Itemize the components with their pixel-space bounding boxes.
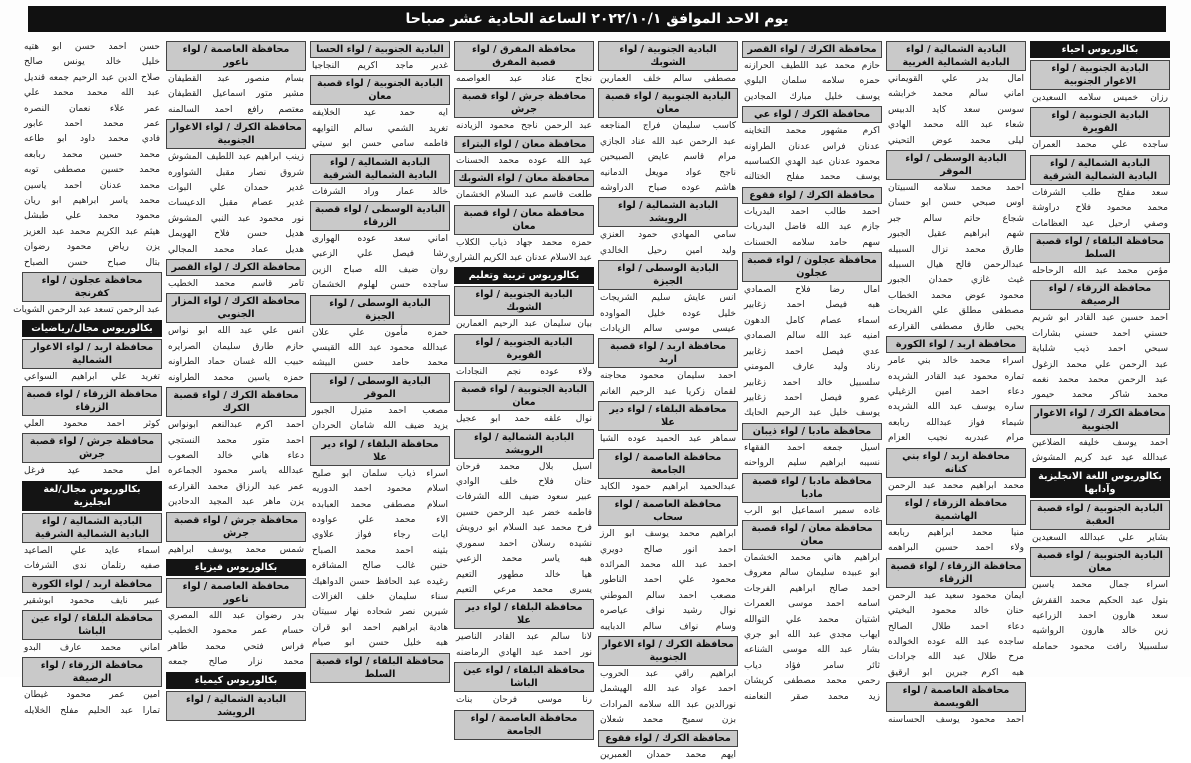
region-heading: البادية الشمالية / لواء الرويشد — [166, 691, 306, 721]
candidate-name: زين خالد هارون الرواشيه — [1032, 626, 1168, 637]
candidate-name: اسماء عايد علي الصاعيد — [24, 545, 160, 556]
candidate-name: ساجده حسن لهلوم الخشمان — [312, 280, 448, 291]
candidate-name: وسام نواف سالم الدبايبه — [600, 621, 736, 632]
candidate-name: بزن سميح محمد شعلان — [600, 715, 736, 726]
column-6 — [310, 40, 450, 680]
column-4 — [598, 40, 738, 760]
region-heading: محافظة عجلون / لواء كفرنجة — [22, 272, 162, 302]
candidate-name: عمر محمد احمد عابور — [24, 119, 160, 130]
candidate-name: وصفي ارحيل عيد العظامات — [1032, 218, 1168, 229]
candidate-name: احمد صالح ابراهيم الفرجات — [744, 583, 880, 594]
candidate-name: هيا خالد مطهور التعيم — [456, 569, 592, 580]
candidate-name: امال بدر علي القويماني — [888, 74, 1024, 84]
candidate-name: رزان خميس سلامه السعيدين — [1032, 93, 1168, 103]
candidate-name: روان ضيف الله صباح الزين — [312, 264, 448, 275]
candidate-name: عبدالله عيد عبد كريم المشوش — [1032, 453, 1168, 464]
region-heading: محافظة الكرك / لواء فقوع — [598, 730, 738, 747]
candidate-name: دعاء احمد طلال الصالح — [888, 621, 1024, 632]
column-3 — [742, 40, 882, 702]
region-heading: محافظة جرش / لواء قصبة جرش — [454, 88, 594, 118]
region-heading: محافظة الكرك / لواء القصر — [166, 259, 306, 276]
candidate-name: طارق محمد نزال السبيله — [888, 244, 1024, 255]
candidate-name: نوال رشيد نواف عياصره — [600, 606, 736, 617]
candidate-name: شمس محمد يوسف ابراهيم — [168, 544, 304, 555]
candidate-name: امين عمر محمود غيطان — [24, 690, 160, 701]
degree-heading: بكالوريوس تربية وتعليم — [454, 267, 594, 284]
candidate-name: سماهر عبد الحميد عوده الشيا — [600, 434, 736, 445]
candidate-name: عبد الرحمن تسعد عبد الرحمن الشويات — [13, 305, 160, 316]
candidate-name: مصعب احمد متيزل الجبور — [312, 405, 448, 416]
candidate-name: اسيل جمعه احمد الفقهاء — [744, 442, 880, 453]
candidate-name: محمد ياسر ابراهيم ابو ريان — [24, 196, 160, 207]
candidate-name: سلسبيل خالد احمد زغابير — [744, 377, 880, 388]
candidate-name: رحمي محمد مصطفى كريشان — [744, 676, 880, 687]
column-1 — [1030, 40, 1170, 677]
candidate-name: بتال صباح حسن الصباح — [24, 257, 160, 268]
candidate-name: احمد طالب احمد البدريات — [744, 206, 880, 217]
candidate-name: غدير عصام مقبل الدعيسات — [168, 198, 304, 209]
region-heading: محافظة اربد / لواء قصبة اربد — [598, 338, 738, 368]
region-heading: محافظة المفرق / لواء قصبة المفرق — [454, 41, 594, 71]
candidate-name: احمد عبد الله محمد المرائده — [600, 559, 736, 570]
candidate-name: هبه فيصل احمد زغابير — [744, 300, 880, 311]
candidate-name: احمد عواد عبد الله الهيشمل — [600, 684, 736, 695]
candidate-name: حمزه ياسين محمد الطراونه — [168, 372, 304, 383]
candidate-name: يزن رياض محمود رضوان — [24, 242, 160, 253]
candidate-name: بسام منصور عبد القطيفان — [168, 74, 304, 84]
region-heading: محافظة الكرك / لواء فقوع — [742, 187, 882, 204]
candidate-name: اسراء ذياب سلمان ابو صليح — [312, 468, 448, 479]
region-heading: البادية الجنوبية / لواء قصبة معان — [1030, 547, 1170, 577]
region-heading: محافظة الزرقاء / لواء الرصيفة — [1030, 280, 1170, 310]
candidate-name: بدر رضوان عبد الله المصري — [168, 610, 304, 621]
candidate-name: سوسن سعد كايد الدبيس — [888, 104, 1024, 115]
candidate-name: ايهم محمد حمدان العمبرين — [600, 749, 736, 760]
region-heading: محافظة العاصمة / لواء سحاب — [598, 496, 738, 526]
degree-heading: بكالوريوس كيمياء — [166, 672, 306, 689]
candidate-name: هبه ياسر محمد الزعبي — [456, 554, 592, 565]
region-heading: البادية الجنوبية / لواء القويرة — [1030, 107, 1170, 137]
region-heading: محافظة الزرقاء / لواء الهاشمية — [886, 495, 1026, 525]
region-heading: محافظة الكرك / لواء الاغوار الجنوبية — [598, 636, 738, 666]
candidate-name: تغريد الشمي سالم التوايهه — [312, 123, 448, 134]
candidate-name: محمد حامد حسن البيشه — [312, 358, 448, 369]
region-heading: محافظة الكرك / لواء القصر — [742, 41, 882, 58]
candidate-name: ابراهيم محمد يوسف ابو الرز — [600, 529, 736, 540]
candidate-name: احمد محمود يوسف الحساسنه — [888, 715, 1024, 726]
candidate-name: ولاء عوده نجم النجادات — [456, 366, 592, 377]
region-heading: البادية الجنوبية / لواء الشوبك — [454, 286, 594, 316]
candidate-name: احمد اكرم عبدالنعم ابونواس — [168, 420, 304, 431]
candidate-name: تماره محمود عبد القادر الشريده — [888, 371, 1024, 382]
candidate-name: ابو عبيده سليمان سالم معروف — [744, 568, 880, 579]
candidate-name: مصطفى سالم خلف العمارين — [600, 74, 736, 84]
candidate-name: هادية ابراهيم احمد ابو قران — [312, 622, 448, 633]
candidate-name: نور احمد عبد الهادي الرماضنه — [456, 647, 592, 658]
candidate-name: شجاع حاتم سالم جبر — [888, 213, 1024, 224]
candidate-name: لقمان زكريا عبد الرحيم الغانم — [600, 386, 736, 397]
candidate-name: نورالدين عبد الله سلامه المرادات — [600, 699, 736, 710]
candidate-name: احمد سليمان محمود محاجنه — [600, 371, 736, 382]
region-heading: محافظة العاصمة / لواء ناعور — [166, 41, 306, 71]
candidate-name: محمود علي احمد الناطور — [600, 575, 736, 586]
region-heading: البادية الوسطى / لواء الموقر — [886, 150, 1026, 180]
region-heading: البادية الجنوبية / لواء القويرة — [454, 334, 594, 364]
candidate-name: سعد هارون احمد الزراعيه — [1032, 610, 1168, 621]
candidate-name: شروق نصار مقبل الشواوره — [168, 167, 304, 178]
candidate-name: فاطمه خضر عبد الرحمن حسين — [456, 507, 592, 518]
candidate-name: حمزه محمد جهاد ذياب الكلاب — [456, 237, 592, 248]
candidate-name: حمزه مأمون علي علان — [312, 327, 448, 338]
candidate-name: مرام قاسم عايض الصبيحين — [600, 152, 736, 163]
candidate-name: حبيب الله غسان حماد الطراونه — [168, 357, 304, 368]
candidate-name: محمد ابراهيم محمد عبد الرحمن — [888, 480, 1024, 491]
candidate-name: مصعب احمد سالم الموطني — [600, 590, 736, 601]
candidate-name: هاشم عوده صياح الدراوشه — [600, 183, 736, 194]
candidate-name: يوسف محمد مفلح الختالنه — [744, 172, 880, 183]
candidate-name: حسام عمر محمود الخطيب — [168, 626, 304, 637]
region-heading: محافظة البلقاء / لواء دير علا — [454, 599, 594, 629]
degree-heading: بكالوريوس فيزياء — [166, 559, 306, 576]
candidate-name: عبير نايف محمود ابوشقير — [24, 595, 160, 606]
candidate-name: دعاء احمد امين الزغيلي — [888, 386, 1024, 397]
region-heading: البادية الوسطى / لواء الجيزة — [598, 260, 738, 290]
candidate-name: تغريد علي ابراهيم السواعي — [24, 371, 160, 382]
candidate-name: امال رضا فلاح الصمادي — [744, 285, 880, 296]
candidate-name: يوسف خليل مبارك المجادين — [744, 91, 880, 102]
candidate-name: احمد يوسف خليفه الضلاعين — [1032, 437, 1168, 448]
candidate-name: عبدالرحمن فالح هيال السبيله — [888, 260, 1024, 271]
candidate-name: وليد امين رحيل الخالدي — [600, 245, 736, 256]
region-heading: محافظة جرش / لواء قصبة جرش — [166, 512, 306, 542]
region-heading: البادية الشمالية / لواء الرويشد — [598, 197, 738, 227]
candidate-name: شهم ابراهيم عقيل الجبور — [888, 229, 1024, 240]
region-heading: محافظة عجلون / لواء قصبة عجلون — [742, 252, 882, 282]
column-5 — [448, 40, 594, 737]
region-heading: محافظة الكرك / لواء قصبة الكرك — [166, 387, 306, 417]
region-heading: محافظة اربد / لواء بني كنانه — [886, 448, 1026, 478]
candidate-name: محمد محمود فلاح دراوشة — [1032, 203, 1168, 214]
region-heading: محافظة مادبا / لواء ذيبان — [742, 423, 882, 440]
candidate-name: لانا سالم عبد القادر الناصير — [456, 632, 592, 643]
candidate-name: كوثر احمد محمود العلي — [24, 418, 160, 429]
candidate-name: رنا موسى فرحان بنات — [456, 695, 592, 706]
candidate-name: تامر قاسم محمد الخطيب — [168, 279, 304, 290]
region-heading: محافظة جرش / لواء قصبة جرش — [22, 433, 162, 463]
region-heading: البادية الشمالية / لواء البادية الشمالية الغربية — [886, 41, 1026, 71]
candidate-name: نوال علقه حمد ابو عجيل — [456, 414, 592, 425]
candidate-name: تمارا عبد الحليم مفلح الخلايله — [24, 705, 160, 716]
candidate-name: ايهاب مجدي عبد الله ابو جري — [744, 629, 880, 640]
candidate-name: ولاء احمد حسين البراهمه — [888, 543, 1024, 554]
candidate-name: محمود عوض محمد الخطاب — [888, 290, 1024, 301]
candidate-name: طلعت قاسم عبد السلام الخشمان — [456, 190, 592, 201]
candidate-name: محمد نزار صالح جمعه — [168, 657, 304, 668]
candidate-name: هديل حسن فلاح الهويمل — [168, 229, 304, 240]
candidate-name: اسيل بلال محمد فرحان — [456, 461, 592, 472]
region-heading: محافظة البلقاء / لواء عين الباشا — [22, 610, 162, 640]
candidate-name: حازم محمد عبد اللطيف الحرازنه — [744, 61, 880, 71]
candidate-name: اماني محمد عارف البدو — [24, 642, 160, 653]
region-heading: البادية الجنوبية / لواء الشوبك — [598, 41, 738, 71]
candidate-name: اماني سالم محمد خرابشه — [888, 89, 1024, 100]
candidate-name: حسني احمد حسني بشارات — [1032, 328, 1168, 339]
candidate-name: اسماء عصام كامل الدهون — [744, 315, 880, 326]
column-7 — [166, 40, 306, 718]
candidate-name: احمد حسين عبد القادر ابو شريم — [1032, 313, 1168, 324]
region-heading: محافظة معان / لواء البتراء — [454, 136, 594, 153]
candidate-name: اكرم مشهور محمد التخاينه — [744, 126, 880, 137]
candidate-name: اسراء جمال محمد ياسين — [1032, 580, 1168, 591]
region-heading: البادية الوسطى / لواء الجيزة — [310, 295, 450, 325]
candidate-name: يزيد ضيف الله شامان الحردان — [312, 421, 448, 432]
candidate-name: فراس فتحي محمد طاهر — [168, 641, 304, 652]
candidate-name: مرام عبدربه نجيب العزام — [888, 433, 1024, 444]
candidate-name: حنان خالد محمود البخيتي — [888, 606, 1024, 617]
region-heading: البادية الشمالية / لواء الرويشد — [454, 429, 594, 459]
region-heading: البادية الوسطى / لواء الموقر — [310, 373, 450, 403]
region-heading: محافظة الزرقاء / لواء قصبة الزرقاء — [886, 558, 1026, 588]
candidate-name: غدير حمدان علي البوات — [168, 183, 304, 194]
region-heading: البادية الجنوبية / لواء قصبة معان — [598, 88, 738, 118]
candidate-name: دعاء هاني خالد الصعوب — [168, 450, 304, 461]
region-heading: البادية الجنوبية / لواء قصبة معان — [310, 75, 450, 105]
candidate-name: غاده سمير اسماعيل ابو الرب — [744, 505, 880, 516]
candidate-name: فرح محمد عبد السلام ابو درويش — [456, 523, 592, 534]
candidate-name: عمر عبد الرزاق محمد القرارعه — [168, 481, 304, 492]
candidate-name: بيان سليمان عبد الرحيم العمارين — [456, 319, 592, 330]
candidate-name: عبير سعود ضيف الله الشرفات — [456, 492, 592, 503]
candidate-name: يزن ماهر عبد المجيد الدحادين — [168, 497, 304, 508]
region-heading: محافظة العاصمة / لواء الجامعة — [598, 449, 738, 479]
candidate-name: ساره يوسف عبد الله الشريده — [888, 402, 1024, 413]
region-heading: محافظة البلقاء / لواء قصبة السلط — [310, 653, 450, 683]
column-2 — [886, 40, 1026, 726]
region-heading: محافظة البلقاء / لواء دير علا — [598, 401, 738, 431]
candidate-name: حسن احمد حسن ابو هتيه — [24, 42, 160, 52]
candidate-name: احمد انور صالح دويري — [600, 544, 736, 555]
candidate-name: صفيه رتلمان ندى الشرفات — [24, 561, 160, 572]
region-heading: محافظة البلقاء / لواء عين الباشا — [454, 662, 594, 692]
candidate-name: الاء محمد علي عواوده — [312, 514, 448, 525]
region-heading: محافظة الكرك / لواء الاغوار الجنوبية — [1030, 405, 1170, 435]
region-heading: البادية الجنوبية / لواء قصبة معان — [454, 381, 594, 411]
region-heading: البادية الجنوبية / لواء قصبة العقبة — [1030, 500, 1170, 530]
candidate-name: اماني سعد عوده الهوارى — [312, 234, 448, 245]
region-heading: محافظة البلقاء / لواء دير علا — [310, 436, 450, 466]
region-heading: محافظة الكرك / لواء المزار الجنوبي — [166, 293, 306, 323]
region-heading: البادية الوسطى / لواء قصبة الزرقاء — [310, 201, 450, 231]
candidate-name: زيد محمد صقر النعامنه — [744, 691, 880, 702]
candidate-name: ابراهيم راقي عبد الحروب — [600, 668, 736, 679]
candidate-name: ايمان محمود سعيد عبد الرحمن — [888, 590, 1024, 601]
candidate-name: محمد حسين محمد ربابعه — [24, 149, 160, 160]
region-heading: محافظة الكرك / لواء عي — [742, 106, 882, 123]
candidate-name: عبدالله محمود عبد الله القيسي — [312, 343, 448, 354]
candidate-name: حمزه سلامه سلمان البلوي — [744, 76, 880, 87]
column-8 — [13, 40, 162, 716]
candidate-name: حازم طارق سليمان الصرايره — [168, 341, 304, 352]
candidate-name: اسامه احمد موسى العمرات — [744, 599, 880, 610]
candidate-name: سعد مفلح طلب الشرفات — [1032, 187, 1168, 198]
candidate-name: بشار عبد الله موسى الشناعه — [744, 645, 880, 656]
candidate-name: ليلى محمد عوض التحيني — [888, 135, 1024, 146]
candidate-name: ابراهيم هاني محمد الخشمان — [744, 552, 880, 563]
candidate-name: عمرو فيصل احمد زغابير — [744, 392, 880, 403]
candidate-name: رشا فيصل علي الزعبي — [312, 249, 448, 260]
candidate-name: عدي فيصل احمد زغابير — [744, 346, 880, 357]
region-heading: البادية الجنوبية / لواء الاغوار الجنوبية — [1030, 60, 1170, 90]
candidate-name: فاطمه سامي حسن ابو سيتي — [312, 139, 448, 150]
region-heading: محافظة معان / لواء قصبة معان — [742, 520, 882, 550]
candidate-name: شيماء فواز عبدالله ربابعه — [888, 417, 1024, 428]
region-heading: محافظة اربد / لواء الكورة — [886, 336, 1026, 353]
candidate-name: مرح طلال عبد الله جرادات — [888, 652, 1024, 663]
degree-heading: بكالوريوس مجال/رياضيات — [22, 320, 162, 337]
candidate-name: ساجده علي محمد العمران — [1032, 140, 1168, 151]
candidate-name: نجاح عناد عبد العواصمه — [456, 74, 592, 84]
candidate-name: صلاح الدين عبد الرحيم جمعه قنديل — [24, 72, 160, 83]
candidate-name: عبد الرحمن ناجح محمود الزيادنه — [456, 121, 592, 132]
region-heading: محافظة معان / لواء قصبة معان — [454, 205, 594, 235]
region-heading: البادية الشمالية / لواء البادية الشمالية الشرقية — [310, 154, 450, 184]
candidate-name: مشير متور اسماعيل القطيفان — [168, 89, 304, 100]
candidate-name: نسيبه ابراهيم سليم الرواحنه — [744, 458, 880, 469]
candidate-name: ايات رجاء فواز علاوي — [312, 530, 448, 541]
candidate-name: عدنان فراس عدنان الطراونه — [744, 141, 880, 152]
region-heading: محافظة الزرقاء / لواء الرصيفة — [22, 657, 162, 687]
candidate-name: محمد حسين مصطفى توبه — [24, 165, 160, 176]
candidate-name: هبه اكرم جبرين ابو ارقيق — [888, 667, 1024, 678]
candidate-name: عيسى موسى سالم الزيادات — [600, 324, 736, 335]
candidate-name: امل محمد عيد فرغل — [24, 466, 160, 477]
candidate-name: ناجح عواد مويعل الدمانيه — [600, 167, 736, 178]
candidate-name: شيرين نصر شحاده نهار سبيتان — [312, 607, 448, 618]
candidate-name: نور محمود عبد النبي المشوش — [168, 213, 304, 224]
date-time-banner: يوم الاحد الموافق ٢٠٢٢/١٠/١ الساعة الحادية عشر صباحا — [28, 6, 1166, 32]
region-heading: محافظة البلقاء / لواء قصبة السلط — [1030, 233, 1170, 263]
candidate-name: بتول عبد الحكيم محمد القفرش — [1032, 595, 1168, 606]
candidate-name: غيث غازي حمدان الجبور — [888, 275, 1024, 286]
candidate-name: جازم عبد الله فاضل البدريات — [744, 222, 880, 233]
candidate-name: عبد الرحمن محمد محمد نغمه — [1032, 375, 1168, 386]
region-heading: محافظة العاصمة / لواء القويسمة — [886, 682, 1026, 712]
candidate-name: محمود محمد علي طبشل — [24, 211, 160, 222]
region-heading: البادية الشمالية / لواء البادية الشمالية الشرقية — [1030, 155, 1170, 185]
candidate-name: عبد الله محمد محمد علي — [24, 88, 160, 99]
candidate-name: عبد الرحمن عبد الله عناد الجازي — [600, 136, 736, 147]
candidate-name: اوس صبحي حسن ابو حسان — [888, 198, 1024, 209]
region-heading: محافظة الكرك / لواء الاغوار الجنوبية — [166, 119, 306, 149]
region-heading: محافظة مادبا / لواء قصبة مادبا — [742, 473, 882, 503]
candidate-name: مصطفى مطلق علي الفريحات — [888, 306, 1024, 317]
candidate-name: غدير ماجد اكريم النجاجيا — [312, 61, 448, 71]
candidate-name: حنين غالب صالح المشاقره — [312, 561, 448, 572]
candidate-name: احمد متور محمد النستجي — [168, 435, 304, 446]
candidate-name: زينب ابراهيم عبد اللطيف المشوش — [168, 152, 304, 163]
candidate-name: عبد الرحمن علي محمد الزغول — [1032, 359, 1168, 370]
candidate-name: منيا محمد ابراهيم ربابعه — [888, 527, 1024, 538]
region-heading: محافظة اربد / لواء الاغوار الشمالية — [22, 339, 162, 369]
candidate-name: هيثم عبد الكريم محمد عبد العزيز — [24, 226, 160, 237]
region-heading: البادية الجنوبية / لواء الحسا — [310, 41, 450, 58]
region-heading: محافظة العاصمة / لواء الجامعة — [454, 710, 594, 740]
candidate-name: مؤمن محمد عبد الله الرحاحله — [1032, 266, 1168, 277]
candidate-name: محمد عدنان احمد ياسين — [24, 180, 160, 191]
candidate-name: كاسب سليمان فراج المناجعه — [600, 121, 736, 132]
region-heading: محافظة اربد / لواء الكورة — [22, 576, 162, 593]
candidate-name: عيد الله عوده محمد الحسنات — [456, 155, 592, 166]
candidate-name: اسراء محمد خالد بني عامر — [888, 356, 1024, 367]
candidate-name: ايه حمد عيد الخلايفه — [312, 108, 448, 119]
candidate-name: يسرى محمد مرعي التعيم — [456, 584, 592, 595]
candidate-name: هديل عماد محمد المجالي — [168, 244, 304, 255]
candidate-name: سبحي احمد ذيب شلباية — [1032, 344, 1168, 355]
candidate-name: حنان فلاح خلف الوادي — [456, 477, 592, 488]
candidate-name: خليل خالد يونس صالح — [24, 57, 160, 68]
candidate-name: شعاء عبد الله محمد الهادي — [888, 120, 1024, 131]
candidate-name: معتصم رافع احمد السالمنه — [168, 104, 304, 115]
candidate-name: خالد عمار وراد الشرفات — [312, 186, 448, 197]
candidate-name: محمود عدنان عبد الهدي الكساسبه — [744, 157, 880, 168]
candidate-name: امنيه عبد الله سالم الصمادي — [744, 331, 880, 342]
degree-heading: بكالوريوس احياء — [1030, 41, 1170, 58]
candidate-name: عبدالحميد ابراهيم حمود الكايد — [600, 481, 736, 492]
results-columns — [13, 40, 1170, 760]
candidate-name: هبه خليل حسن ابو صيام — [312, 638, 448, 649]
candidate-name: خليل عوده خليل المواوده — [600, 308, 736, 319]
candidate-name: نشيده رسلان احمد سموري — [456, 538, 592, 549]
candidate-name: يحيى طارق مصطفى القرارعه — [888, 321, 1024, 332]
candidate-name: سلسبيلا رافت محمود حمامله — [1032, 641, 1168, 652]
candidate-name: ثائر سامر فؤاد دياب — [744, 660, 880, 671]
candidate-name: عبد الاسلام عدنان عبد الكريم الشراري — [448, 253, 592, 264]
region-heading: محافظة العاصمة / لواء ناعور — [166, 578, 306, 608]
candidate-name: رناد وليد عارف المومني — [744, 362, 880, 373]
candidate-name: اسلام مصطفى محمد العبابده — [312, 499, 448, 510]
candidate-name: محمد شاكر محمد حيمور — [1032, 390, 1168, 401]
candidate-name: عمر علاء نعمان النصره — [24, 103, 160, 114]
candidate-name: اشتيان محمد علي التوالله — [744, 614, 880, 625]
candidate-name: سامي المهادي حمود العنزي — [600, 230, 736, 241]
region-heading: محافظة الزرقاء / لواء قصبة الزرقاء — [22, 386, 162, 416]
candidate-name: انس عايش سليم الشريجات — [600, 293, 736, 304]
candidate-name: يوسف خليل عبد الرحيم الحايك — [744, 408, 880, 419]
degree-heading: بكالوريوس اللغة الانجليزية وآدابها — [1030, 468, 1170, 498]
candidate-name: عبدالله ياسر محمود الجماعره — [168, 466, 304, 477]
candidate-name: احمد محمد سلامه السبيتان — [888, 183, 1024, 194]
candidate-name: اسلام محمود احمد الدوريه — [312, 484, 448, 495]
degree-heading: بكالوريوس مجال/لغة انجليزية — [22, 481, 162, 511]
region-heading: محافظة معان / لواء الشوبك — [454, 170, 594, 187]
candidate-name: ساجده عبد الله عوده الخوالده — [888, 636, 1024, 647]
candidate-name: سناء سليمان خلف الغزالات — [312, 591, 448, 602]
candidate-name: سهم حامد سلامه الحسنات — [744, 237, 880, 248]
candidate-name: رغيده عبد الحافظ حسن الدواهيك — [312, 576, 448, 587]
candidate-name: فادي محمد داود ابو طاعه — [24, 134, 160, 145]
candidate-name: بشاير علي عبدالله السعيدين — [1032, 532, 1168, 543]
region-heading: البادية الشمالية / لواء البادية الشمالية الشرقية — [22, 513, 162, 543]
candidate-name: انس علي عبد الله ابو نواس — [168, 326, 304, 337]
candidate-name: بثينه احمد محمد الصباح — [312, 545, 448, 556]
